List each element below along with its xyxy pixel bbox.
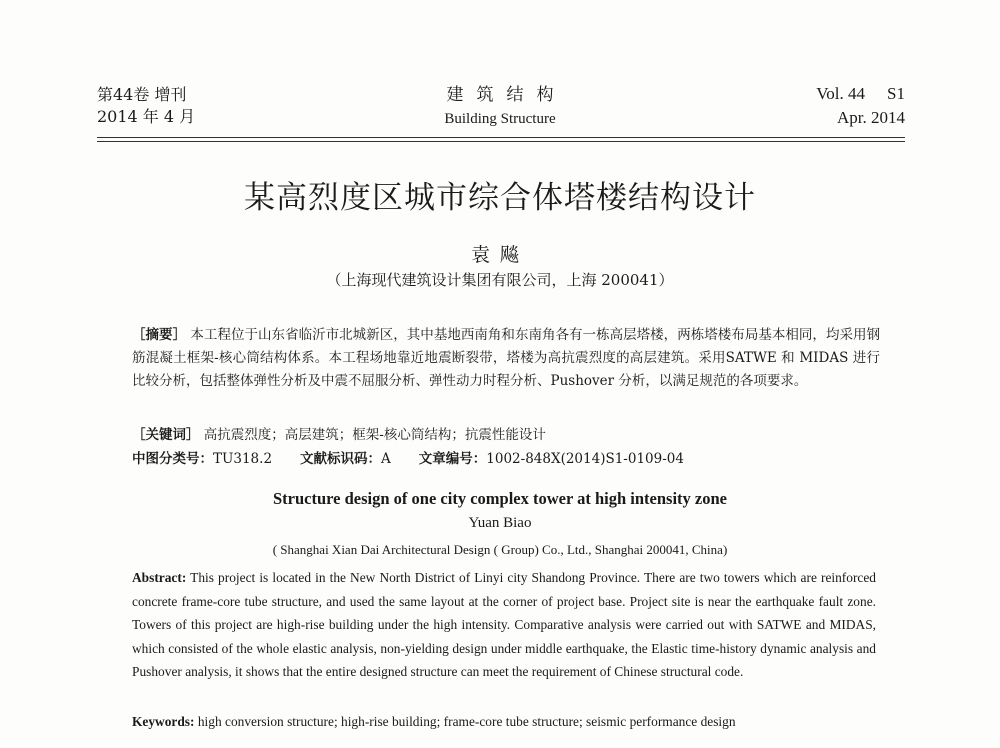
abstract-en-label: Abstract: [132,570,187,585]
abstract-cn-text: 本工程位于山东省临沂市北城新区，其中基地西南角和东南角各有一栋高层塔楼，两栋塔楼布局基本相同，均采用钢筋混凝土框架-核心筒结构体系。本工程场地靠近地震断裂带，塔楼为高抗震烈度的高层建筑。采用SATWE 和 MIDAS 进行比较分析，包括整体弹性分析及中震不屈服分析、弹性动力时程分析、Pushover 分析，以满足规范的各项要求。 [132,327,881,389]
keywords-cn-text: 高抗震烈度；高层建筑；框架-核心筒结构；抗震性能设计 [203,427,546,443]
abstract-en-text: This project is located in the New North District of Linyi city Shandong Province. There are two towers which are reinforced concrete frame-core tube structure, and used the same layout at the corner of project base. Project site is near the earthquake fault zone. Towers of this project are high-rise building under the high intensity. Comparative analysis were carried out with SATWE and MIDAS, which consisted of the whole elastic analysis, non-yielding design under middle earthquake, the Elastic time-history dynamic analysis and Pushover analysis, it shows that the entire designed structure can meet the requirement of Chinese structural code. [132,570,876,679]
volume-number: Vol. 44 [816,84,866,103]
journal-volume-cn: 第44卷 增刊 [97,85,187,104]
journal-name-en: Building Structure [444,111,556,127]
paper-author-en: Yuan Biao [468,515,532,531]
header-rule-bottom [97,141,905,142]
clc-value: TU318.2 [213,451,273,467]
keywords-cn-label: ［关键词］ [132,427,200,443]
abstract-cn [132,324,880,393]
clc-label: 中图分类号： [132,451,213,467]
paper-affiliation: （上海现代建筑设计集团有限公司，上海 200041） [326,271,674,289]
journal-issue-info [97,84,195,128]
publication-date-en: Apr. 2014 [837,108,905,127]
paper-title: 某高烈度区城市综合体塔楼结构设计 [244,180,756,216]
paper-author: 袁飚 [470,244,529,266]
article-id-value: 1002-848X(2014)S1-0109-04 [486,451,684,467]
doc-code-label: 文献标识码： [300,451,382,467]
paper-affiliation-en: ( Shanghai Xian Dai Architectural Design ( Group) Co., Ltd., Shanghai 200041, China) [272,542,728,557]
article-id-label: 文章编号： [418,451,487,467]
journal-name [360,84,640,130]
keywords-cn [132,424,880,447]
doc-code-value: A [381,451,391,467]
abstract-en [132,566,876,684]
keywords-en-text: high conversion structure; high-rise building; frame-core tube structure; seismic performance design [197,714,736,729]
keywords-en [132,711,876,733]
header-rule-top [97,137,905,138]
classification-line [132,448,880,471]
abstract-cn-label: ［摘要］ [132,327,187,343]
keywords-en-label: Keywords: [132,714,195,729]
journal-name-cn: 建筑结构 [446,85,567,105]
paper-title-en: Structure design of one city complex tower at high intensity zone [272,489,728,508]
supplement-number: S1 [887,84,905,103]
journal-volume-en [816,82,905,130]
journal-date-cn: 2014 年 4 月 [97,107,196,126]
